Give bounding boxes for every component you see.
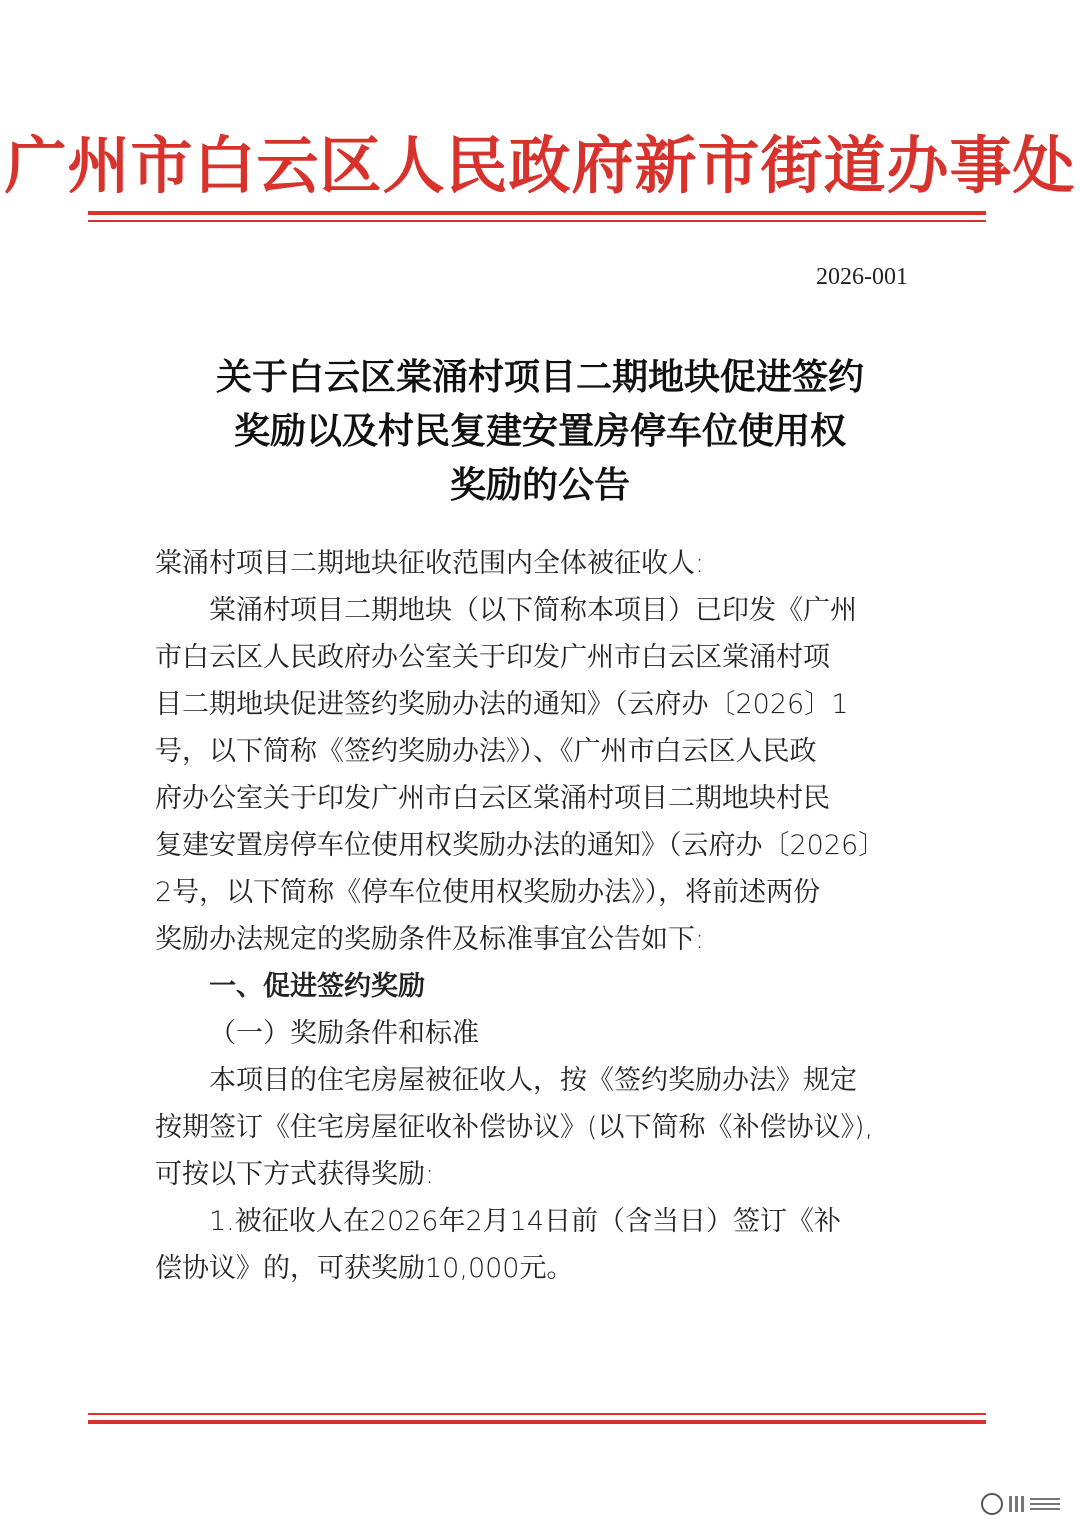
footer-rule-thick (88, 1420, 986, 1424)
paragraph-line: 棠涌村项目二期地块（以下简称本项目）已印发《广州 (209, 595, 857, 626)
org-name: 广州市白云区人民政府新市街道办事处 (4, 129, 1076, 202)
paragraph-line: 可按以下方式获得奖励: (155, 1159, 435, 1190)
paragraph-line: 复建安置房停车位使用权奖励办法的通知》（云府办〔2026〕 (155, 830, 886, 861)
list-item-line: 偿协议》的，可获奖励10,000元。 (155, 1253, 574, 1284)
paragraph-line: 目二期地块促进签约奖励办法的通知》（云府办〔2026〕1 (155, 689, 849, 720)
masthead-rule-thick (88, 211, 986, 215)
watermark-bars-icon (1009, 1496, 1024, 1512)
masthead-rule-thin (88, 220, 986, 222)
watermark (981, 1493, 1060, 1515)
subsection-heading: （一）奖励条件和标准 (209, 1018, 479, 1049)
paragraph-line: 奖励办法规定的奖励条件及标准事宜公告如下: (155, 924, 705, 955)
list-item-line: 1.被征收人在2026年2月14日前（含当日）签订《补 (209, 1206, 842, 1237)
paragraph-line: 号，以下简称《签约奖励办法》）、《广州市白云区人民政 (155, 736, 817, 767)
watermark-circle-icon (981, 1493, 1003, 1515)
paragraph-line: 府办公室关于印发广州市白云区棠涌村项目二期地块村民 (155, 783, 830, 814)
title-line: 关于白云区棠涌村项目二期地块促进签约 (215, 356, 864, 398)
title-line: 奖励以及村民复建安置房停车位使用权 (233, 410, 846, 452)
document-title (0, 350, 1080, 512)
watermark-lines-icon (1030, 1498, 1060, 1510)
title-line: 奖励的公告 (449, 464, 630, 506)
paragraph-line: 本项目的住宅房屋被征收人，按《签约奖励办法》规定 (209, 1065, 857, 1096)
footer-rule-thin (88, 1413, 986, 1415)
addressee: 棠涌村项目二期地块征收范围内全体被征收人: (155, 548, 705, 579)
paragraph-line: 按期签订《住宅房屋征收补偿协议》(以下简称《补偿协议》), (155, 1112, 874, 1143)
document-number: 2026-001 (816, 264, 908, 290)
document-body (155, 540, 910, 1292)
paragraph-line: 市白云区人民政府办公室关于印发广州市白云区棠涌村项 (155, 642, 830, 673)
section-heading: 一、促进签约奖励 (209, 971, 425, 1002)
paragraph-line: 2号，以下简称《停车位使用权奖励办法》），将前述两份 (155, 877, 821, 908)
